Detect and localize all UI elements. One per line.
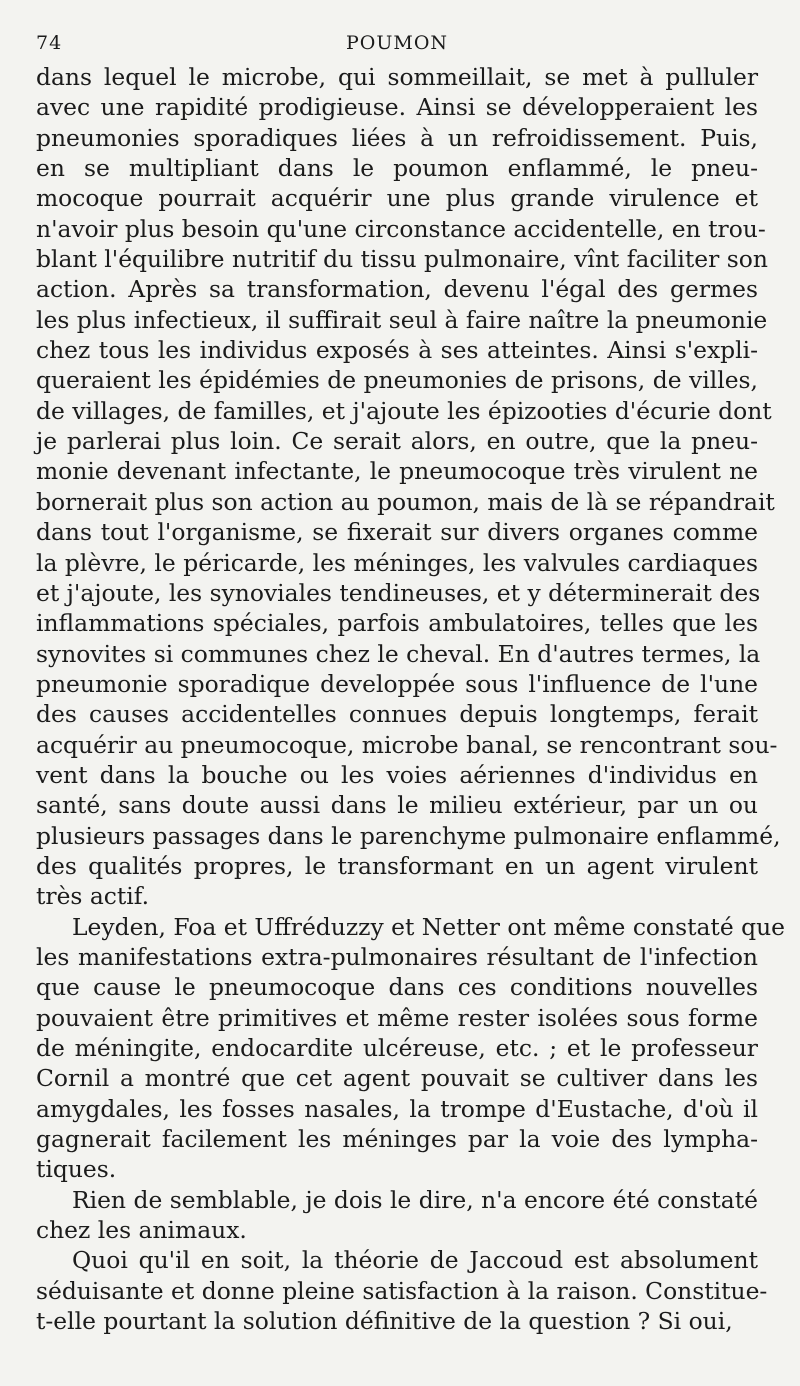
text-line: gagnerait facilement les méninges par la voie des lympha- xyxy=(36,1125,758,1154)
text-line: Rien de semblable, je dois le dire, n'a encore été constaté xyxy=(72,1185,758,1214)
text-line: inflammations spéciales, parfois ambulatoires, telles que les xyxy=(36,609,758,638)
text-line: vent dans la bouche ou les voies aériennes d'individus en xyxy=(36,760,758,789)
text-line: les manifestations extra-pulmonaires résultant de l'infection xyxy=(36,942,758,971)
text-line: synovites si communes chez le cheval. En d'autres termes, la xyxy=(36,639,761,668)
text-line: tiques. xyxy=(36,1155,117,1184)
text-line: bornerait plus son action au poumon, mais de là se répandrait xyxy=(36,487,775,516)
text-line: des qualités propres, le transformant en un agent virulent xyxy=(36,851,758,880)
text-line: séduisante et donne pleine satisfaction à la raison. Constitue- xyxy=(36,1276,768,1305)
text-line: des causes accidentelles connues depuis longtemps, ferait xyxy=(36,700,758,729)
text-line: la plèvre, le péricarde, les méninges, les valvules cardiaques xyxy=(36,548,758,577)
text-line: Leyden, Foa et Uffréduzzy et Netter ont même constaté que xyxy=(72,912,785,941)
page-number: 74 xyxy=(36,32,63,54)
text-line: que cause le pneumocoque dans ces conditions nouvelles xyxy=(36,973,758,1002)
text-line: action. Après sa transformation, devenu l'égal des germes xyxy=(36,275,758,304)
running-header xyxy=(36,28,758,62)
text-line: de méningite, endocardite ulcéreuse, etc. ; et le professeur xyxy=(36,1034,758,1062)
text-line: de villages, de familles, et j'ajoute les épizooties d'écurie dont xyxy=(36,396,772,425)
body-text xyxy=(36,62,785,1336)
text-line: monie devenant infectante, le pneumocoque très virulent ne xyxy=(36,457,758,486)
running-title: POUMON xyxy=(345,32,449,54)
text-line: chez tous les individus exposés à ses atteintes. Ainsi s'expli- xyxy=(36,336,758,365)
text-line: blant l'équilibre nutritif du tissu pulmonaire, vînt faciliter son xyxy=(36,245,768,274)
text-line: je parlerai plus loin. Ce serait alors, en outre, que la pneu- xyxy=(36,427,758,456)
text-line: amygdales, les fosses nasales, la trompe d'Eustache, d'où il xyxy=(36,1094,758,1123)
text-line: mocoque pourrait acquérir une plus grande virulence et xyxy=(36,184,758,213)
text-line: queraient les épidémies de pneumonies de prisons, de villes, xyxy=(36,366,758,395)
text-line: les plus infectieux, il suffirait seul à faire naître la pneumonie xyxy=(36,305,768,334)
text-line: Cornil a montré que cet agent pouvait se cultiver dans les xyxy=(36,1064,758,1093)
text-line: t-elle pourtant la solution définitive de la question ? Si oui, xyxy=(36,1307,733,1336)
text-line: très actif. xyxy=(36,882,150,911)
text-line: acquérir au pneumocoque, microbe banal, se rencontrant sou- xyxy=(36,730,778,759)
text-line: et j'ajoute, les synoviales tendineuses, et y déterminerait des xyxy=(36,578,761,607)
text-line: pneumonie sporadique developpée sous l'influence de l'une xyxy=(36,669,758,698)
paragraph-container xyxy=(36,62,785,1336)
text-line: chez les animaux. xyxy=(36,1216,247,1245)
text-line: santé, sans doute aussi dans le milieu extérieur, par un ou xyxy=(36,791,758,820)
text-line: pouvaient être primitives et même rester isolées sous forme xyxy=(36,1003,758,1032)
text-line: plusieurs passages dans le parenchyme pulmonaire enflammé, xyxy=(36,821,781,850)
text-line: en se multipliant dans le poumon enflammé, le pneu- xyxy=(36,154,758,183)
text-line: n'avoir plus besoin qu'une circonstance accidentelle, en trou- xyxy=(36,214,766,243)
text-line: dans lequel le microbe, qui sommeillait, se met à pulluler xyxy=(36,63,758,91)
text-line: dans tout l'organisme, se fixerait sur divers organes comme xyxy=(36,518,758,547)
text-line: avec une rapidité prodigieuse. Ainsi se développeraient les xyxy=(36,93,758,122)
text-line: pneumonies sporadiques liées à un refroidissement. Puis, xyxy=(36,123,758,152)
text-line: Quoi qu'il en soit, la théorie de Jaccoud est absolument xyxy=(72,1246,758,1275)
